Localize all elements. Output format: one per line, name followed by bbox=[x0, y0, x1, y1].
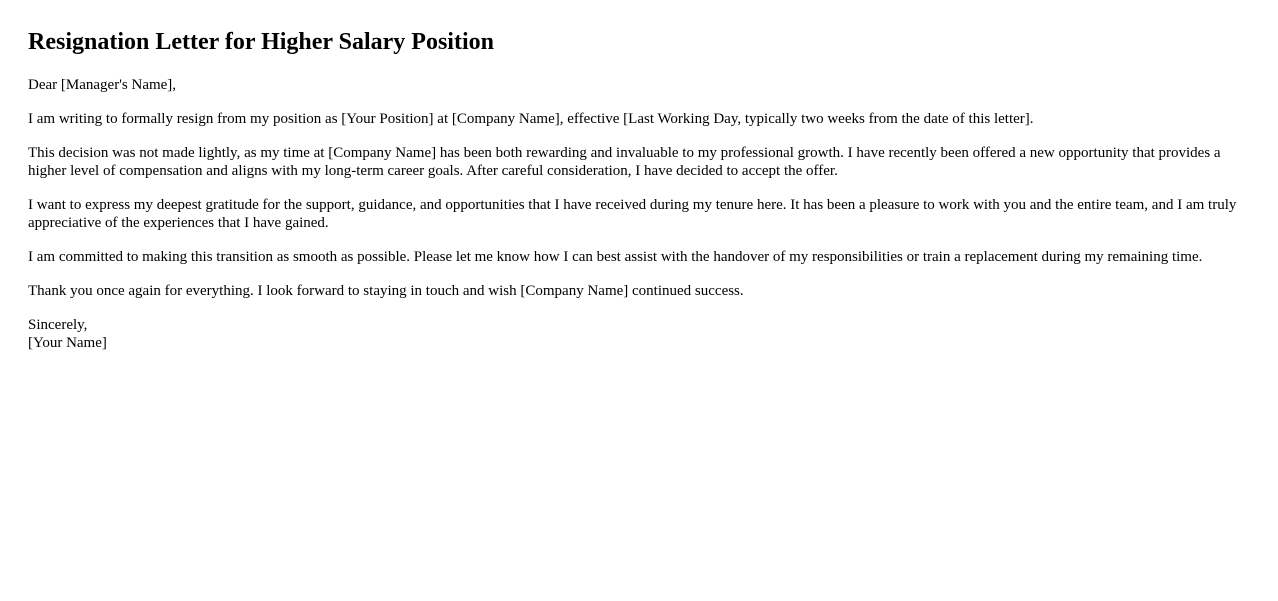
salutation: Dear [Manager's Name], bbox=[28, 77, 177, 93]
paragraph-decision: This decision was not made lightly, as my time at [Company Name] has been both rewarding and invaluable to my professional growth. I have recently been offered a new opportunity that provides a higher level of compensation and aligns with my long-term career goals. After careful consideration, I have decided to accept the offer. bbox=[28, 145, 1221, 179]
page-title: Resignation Letter for Higher Salary Position bbox=[28, 29, 494, 55]
closing: Sincerely, bbox=[28, 317, 88, 333]
signoff bbox=[28, 316, 1250, 352]
signature: [Your Name] bbox=[28, 335, 107, 351]
paragraph-resignation: I am writing to formally resign from my position as [Your Position] at [Company Name], effective [Last Working Day, typically two weeks from the date of this letter]. bbox=[28, 111, 1034, 127]
paragraph-transition: I am committed to making this transition as smooth as possible. Please let me know how I can best assist with the handover of my responsibilities or train a replacement during my remaining time. bbox=[28, 249, 1203, 265]
paragraph-thanks: Thank you once again for everything. I look forward to staying in touch and wish [Company Name] continued success. bbox=[28, 283, 744, 299]
paragraph-gratitude: I want to express my deepest gratitude for the support, guidance, and opportunities that I have received during my tenure here. It has been a pleasure to work with you and the entire team, and I am truly appreciative of the experiences that I have gained. bbox=[28, 197, 1237, 231]
